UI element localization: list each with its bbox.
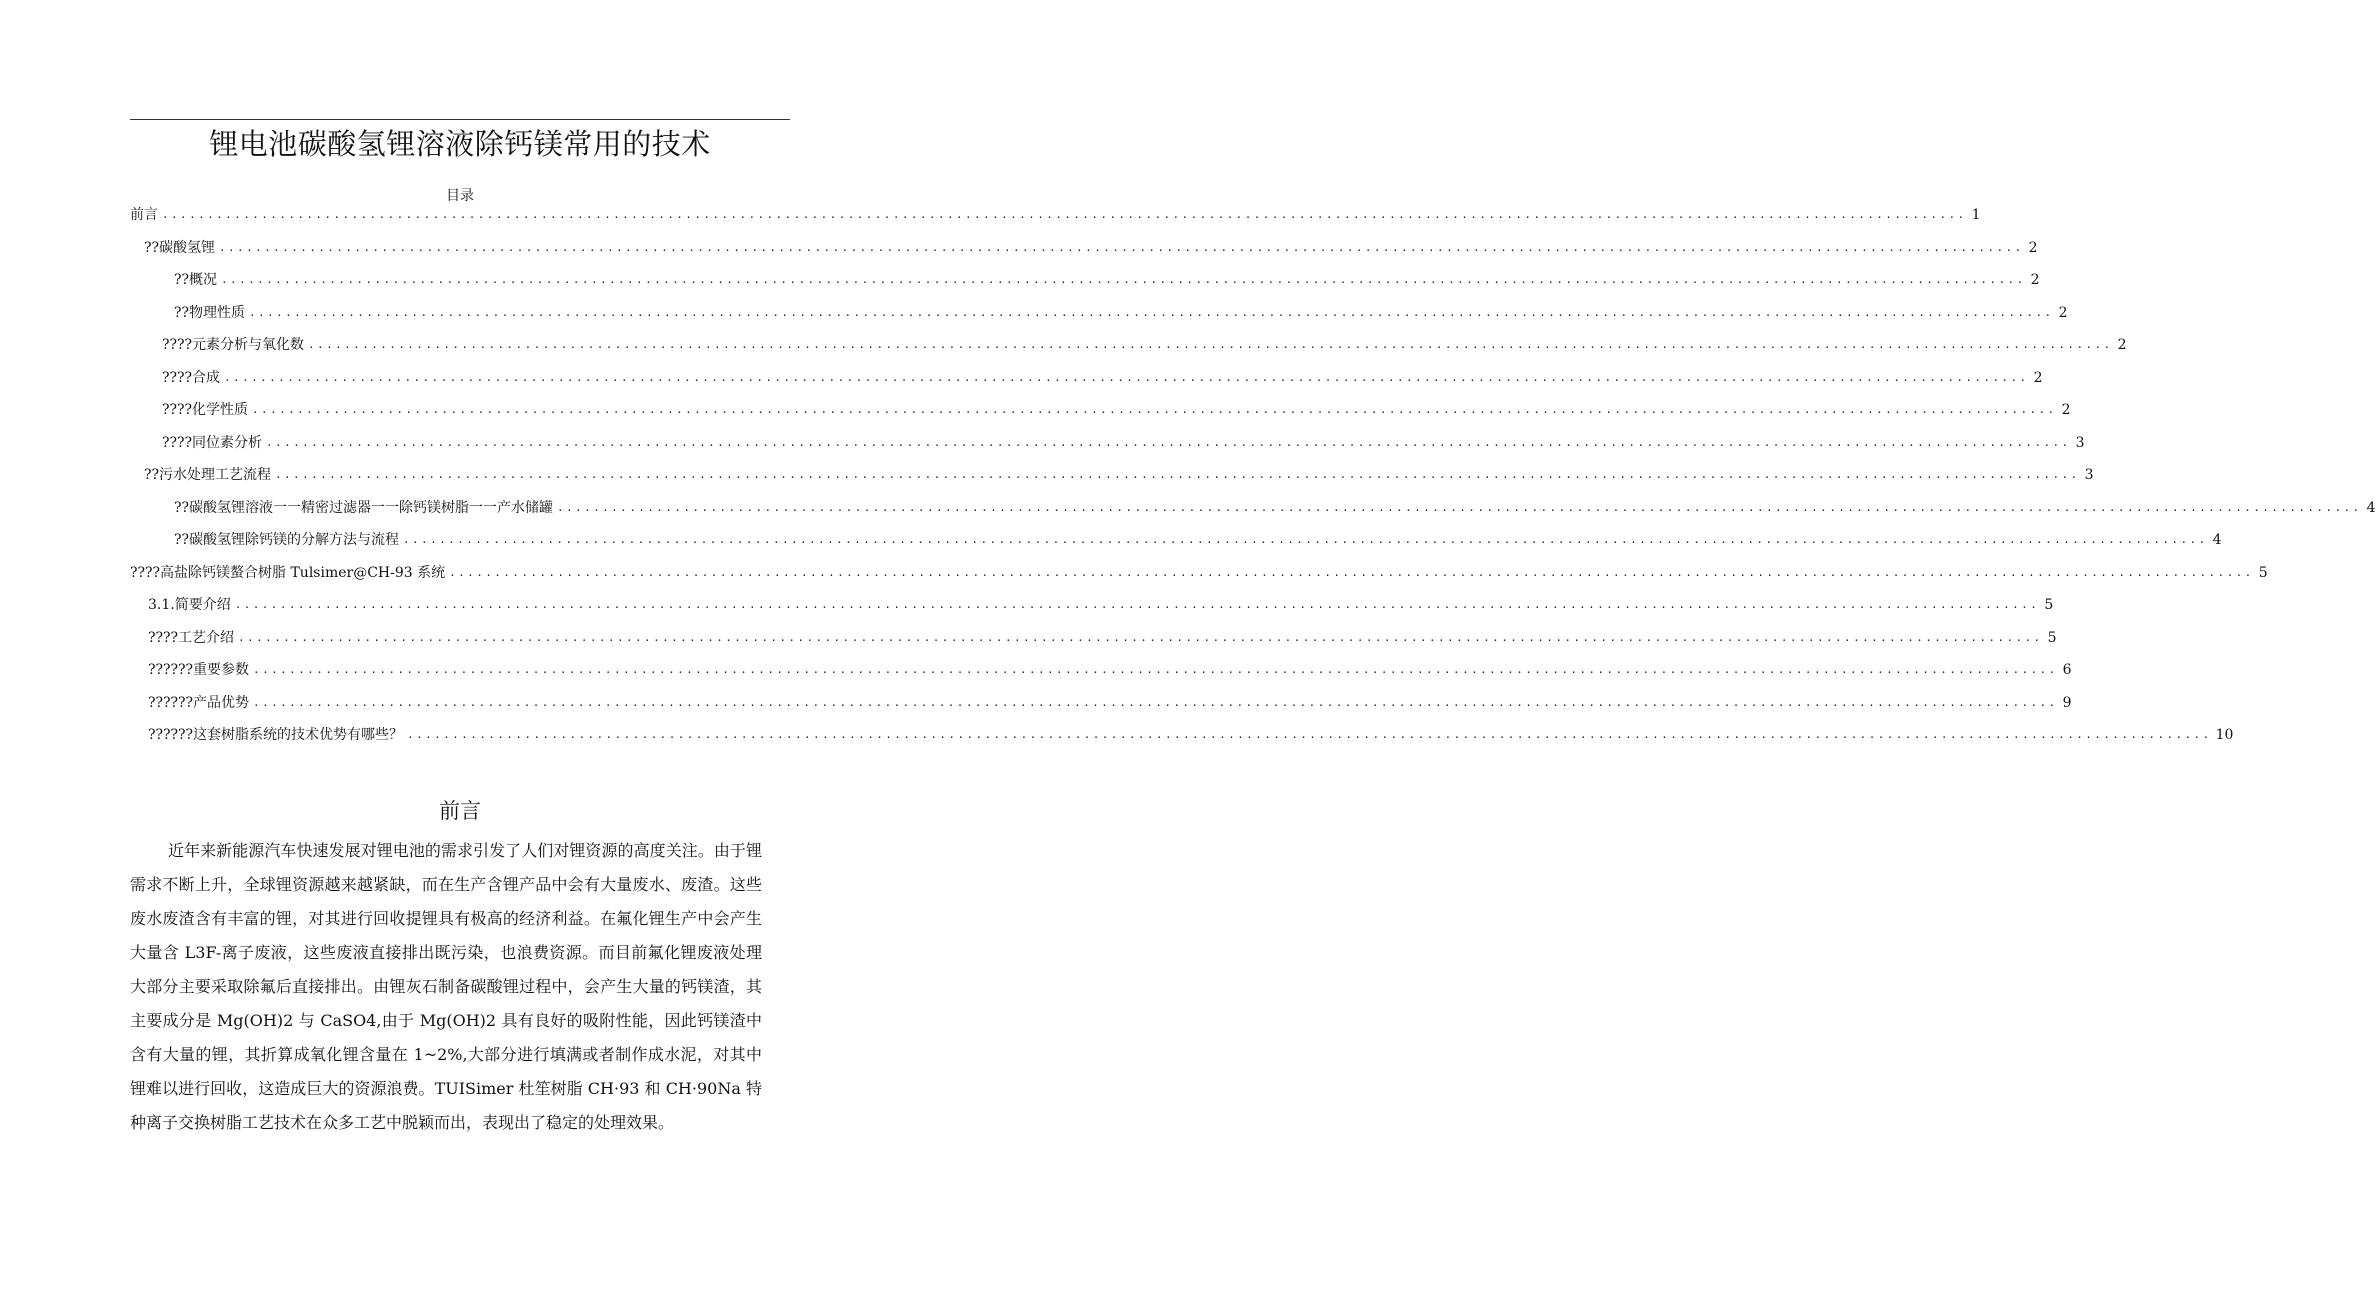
toc-leader-dots: ........................................................................................................................................................................................................ <box>266 436 2071 449</box>
toc-leader-dots: ........................................................................................................................................................................................................ <box>407 728 2212 741</box>
toc-entry[interactable] <box>148 593 2054 615</box>
toc-entry-label: ??????这套树脂系统的技术优势有哪些？ <box>148 727 404 743</box>
toc-entry[interactable] <box>174 268 2040 290</box>
toc-entry-label: ??????重要参数 <box>148 662 250 678</box>
toc-entry-page: 5 <box>2258 565 2268 581</box>
toc-entry[interactable] <box>148 658 2072 680</box>
toc-entry-label: ??????产品优势 <box>148 695 250 711</box>
toc-entry[interactable] <box>148 626 2057 648</box>
toc-entry-label: ????合成 <box>162 370 221 386</box>
document-title: 锂电池碳酸氢锂溶液除钙镁常用的技术 <box>209 127 711 161</box>
toc-entry-label: ??物理性质 <box>174 305 246 321</box>
toc-entry[interactable] <box>162 398 2071 420</box>
toc-entry-page: 9 <box>2062 695 2072 711</box>
toc-entry-label: ??碳酸氢锂 <box>144 240 216 256</box>
toc-entry-label: ????高盐除钙镁螯合树脂 Tulsimer@CH-93 系统 <box>130 565 446 581</box>
toc-entry[interactable] <box>162 366 2043 388</box>
toc-leader-dots: ........................................................................................................................................................................................................ <box>308 338 2113 351</box>
toc-entry-page: 2 <box>2058 305 2068 321</box>
toc-leader-dots: ........................................................................................................................................................................................................ <box>253 663 2058 676</box>
toc-entry-page: 2 <box>2030 272 2040 288</box>
toc-leader-dots: ........................................................................................................................................................................................................ <box>253 696 2058 709</box>
toc-entry-label: ????化学性质 <box>162 402 249 418</box>
toc-entry-page: 4 <box>2212 532 2222 548</box>
toc-entry-page: 3 <box>2084 467 2094 483</box>
toc-entry-page: 5 <box>2047 630 2057 646</box>
toc-entry-label: 前言 <box>130 207 158 223</box>
toc-leader-dots: ........................................................................................................................................................................................................ <box>234 598 2040 611</box>
toc-entry[interactable] <box>148 723 2234 745</box>
toc-entry-label: ??概况 <box>174 272 218 288</box>
toc-entry[interactable] <box>148 691 2072 713</box>
toc-entry[interactable] <box>174 528 2222 550</box>
toc-entry[interactable] <box>162 431 2085 453</box>
toc-entry[interactable] <box>162 333 2127 355</box>
toc-entry-page: 5 <box>2044 597 2054 613</box>
toc-entry[interactable] <box>144 236 2038 258</box>
toc-entry[interactable] <box>174 496 2376 518</box>
toc-entry-page: 4 <box>2366 500 2376 516</box>
toc-leader-dots: ........................................................................................................................................................................................................ <box>449 566 2254 579</box>
toc-leader-dots: ........................................................................................................................................................................................................ <box>249 306 2054 319</box>
toc-entry-page: 1 <box>1971 207 1981 223</box>
toc-leader-dots: ........................................................................................................................................................................................................ <box>219 241 2024 254</box>
toc-entry-page: 2 <box>2061 402 2071 418</box>
toc-leader-dots: ........................................................................................................................................................................................................ <box>557 501 2362 514</box>
toc-entry-label: ??碳酸氢锂除钙镁的分解方法与流程 <box>174 532 400 548</box>
toc-leader-dots: ........................................................................................................................................................................................................ <box>252 403 2057 416</box>
toc-entry[interactable] <box>130 203 1981 225</box>
toc-entry-page: 2 <box>2028 240 2038 256</box>
toc-leader-dots: ........................................................................................................................................................................................................ <box>221 273 2026 286</box>
toc-entry-label: ????工艺介绍 <box>148 630 235 646</box>
toc-entry-label: ????同位素分析 <box>162 435 263 451</box>
toc-entry[interactable] <box>144 463 2094 485</box>
toc-entry-page: 6 <box>2062 662 2072 678</box>
toc-leader-dots: ........................................................................................................................................................................................................ <box>275 468 2080 481</box>
toc-entry[interactable] <box>130 561 2268 583</box>
toc-entry-label: ????元素分析与氧化数 <box>162 337 305 353</box>
toc-leader-dots: ........................................................................................................................................................................................................ <box>403 533 2208 546</box>
toc-leader-dots: ........................................................................................................................................................................................................ <box>224 371 2029 384</box>
toc-heading: 目录 <box>446 188 474 204</box>
toc-entry-page: 2 <box>2033 370 2043 386</box>
toc-entry-label: ??污水处理工艺流程 <box>144 467 272 483</box>
toc-entry-label: 3.1.简要介绍 <box>148 597 231 613</box>
preface-heading: 前言 <box>439 799 481 823</box>
toc-leader-dots: ........................................................................................................................................................................................................ <box>162 208 1967 221</box>
preface-body: 近年来新能源汽车快速发展对锂电池的需求引发了人们对锂资源的高度关注。由于锂需求不断上升，全球锂资源越来越紧缺，而在生产含锂产品中会有大量废水、废渣。这些废水废渣含有丰富的锂，对其进行回收提锂具有极高的经济利益。在氟化锂生产中会产生大量含 L3F-离子废液，这些废液直接排出既污染，也浪费资源。而目前氟化锂废液处理大部分主要采取除氟后直接排出。由锂灰石制备碳酸锂过程中，会产生大量的钙镁渣，其主要成分是 Mg(OH)2 与 CaSO4,由于 Mg(OH)2 具有良好的吸附性能，因此钙镁渣中含有大量的锂，其折算成氧化锂含量在 1~2%,大部分进行填满或者制作成水泥，对其中锂难以进行回收，这造成巨大的资源浪费。TUISimer 杜笙树脂 CH·93 和 CH·90Na 特种离子交换树脂工艺技术在众多工艺中脱颖而出，表现出了稳定的处理效果。 <box>130 841 762 1132</box>
toc-entry-label: ??碳酸氢锂溶液一一精密过滤器一一除钙镁树脂一一产水储罐 <box>174 500 554 516</box>
toc-entry-page: 3 <box>2075 435 2085 451</box>
toc-entry-page: 2 <box>2117 337 2127 353</box>
toc-leader-dots: ........................................................................................................................................................................................................ <box>238 631 2043 644</box>
toc-entry-page: 10 <box>2215 727 2234 743</box>
toc-entry[interactable] <box>174 301 2068 323</box>
